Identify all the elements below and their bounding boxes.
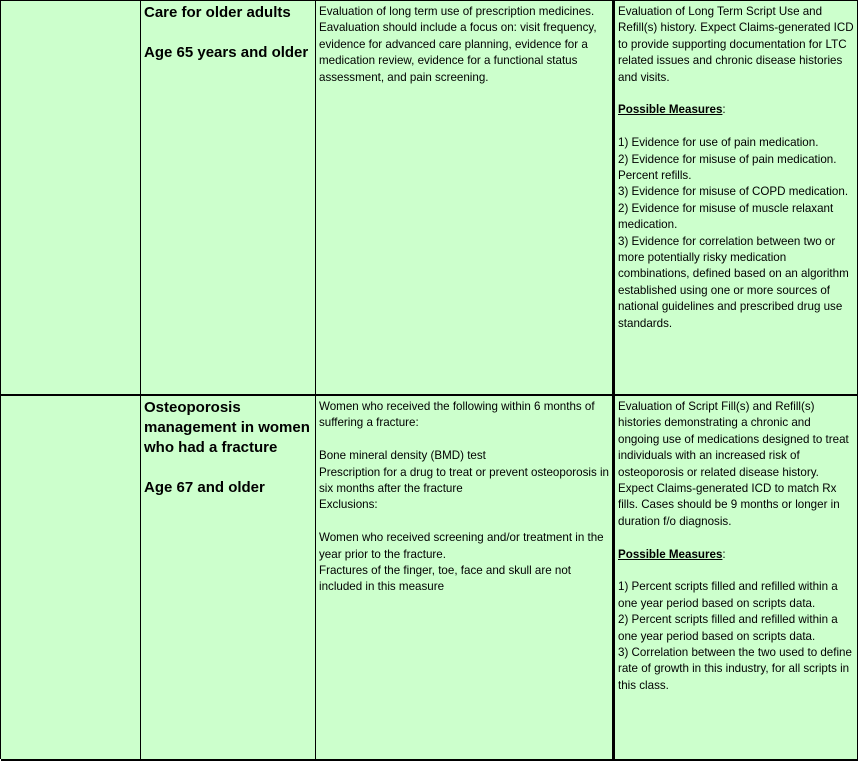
evaluation-cell bbox=[615, 396, 858, 759]
possible-measure-item: 2) Evidence for misuse of muscle relaxant medication. bbox=[618, 201, 834, 232]
measure-title: Care for older adults bbox=[144, 4, 291, 21]
description-text: Evaluation of long term use of prescription medicines. Eavaluation should include a focus on: visit frequency, evidence for advanced care planning, evidence for a medication review, evidence for a functional status assessment, and pain screening. bbox=[319, 5, 597, 84]
measure-cell bbox=[141, 1, 316, 394]
possible-measure-item: 2) Percent scripts filled and refilled within a one year period based on scripts data. bbox=[618, 613, 838, 643]
description-cell bbox=[316, 1, 615, 394]
evaluation-cell bbox=[615, 1, 858, 394]
measure-title: Osteoporosis management in women who had a fracture bbox=[144, 399, 310, 456]
blank-cell bbox=[1, 396, 141, 759]
description-item: Exclusions: bbox=[319, 498, 378, 512]
possible-measure-item: 1) Evidence for use of pain medication. bbox=[618, 136, 819, 150]
measure-cell bbox=[141, 396, 316, 759]
blank-cell bbox=[1, 1, 141, 394]
description-intro: Women who received the following within 6 months of suffering a fracture: bbox=[319, 400, 595, 430]
possible-measure-item: 2) Evidence for misuse of pain medication. Percent refills. bbox=[618, 152, 837, 183]
possible-measure-item: 3) Evidence for misuse of COPD medication. bbox=[618, 185, 849, 199]
possible-measures-heading: Possible Measures: bbox=[618, 547, 726, 561]
exclusion-item: Women who received screening and/or treatment in the year prior to the fracture. bbox=[319, 531, 604, 561]
description-cell bbox=[316, 396, 615, 759]
exclusion-item: Fractures of the finger, toe, face and skull are not included in this measure bbox=[319, 564, 571, 594]
possible-measure-item: 1) Percent scripts filled and refilled within a one year period based on scripts data. bbox=[618, 580, 838, 610]
table-row bbox=[1, 396, 858, 761]
table-row bbox=[1, 1, 858, 396]
age-criteria: Age 65 years and older bbox=[144, 44, 309, 61]
possible-measure-item: 3) Evidence for correlation between two or more potentially risky medication combinations, defined based on an algorithm established using one or more sources of national guidelines and prescribed drug use standards. bbox=[618, 234, 849, 330]
age-criteria: Age 67 and older bbox=[144, 479, 265, 496]
possible-measure-item: 3) Correlation between the two used to define rate of growth in this industry, for all scripts in this class. bbox=[618, 646, 852, 692]
evaluation-text: Evaluation of Script Fill(s) and Refill(s) histories demonstrating a chronic and ongoing use of medications designed to treat individuals with an increased risk of osteoporosis or related disease history. Expect Claims-generated ICD to match Rx fills. Cases should be 9 months or longer in duration f/o diagnosis. bbox=[618, 400, 849, 528]
description-item: Prescription for a drug to treat or prevent osteoporosis in six months after the fracture bbox=[319, 465, 609, 496]
description-item: Bone mineral density (BMD) test bbox=[319, 449, 486, 463]
possible-measures-heading: Possible Measures: bbox=[618, 103, 726, 117]
evaluation-text: Evaluation of Long Term Script Use and Refill(s) history. Expect Claims-generated ICD to provide supporting documentation for LTC related issues and chronic disease histories and visits. bbox=[618, 5, 854, 84]
